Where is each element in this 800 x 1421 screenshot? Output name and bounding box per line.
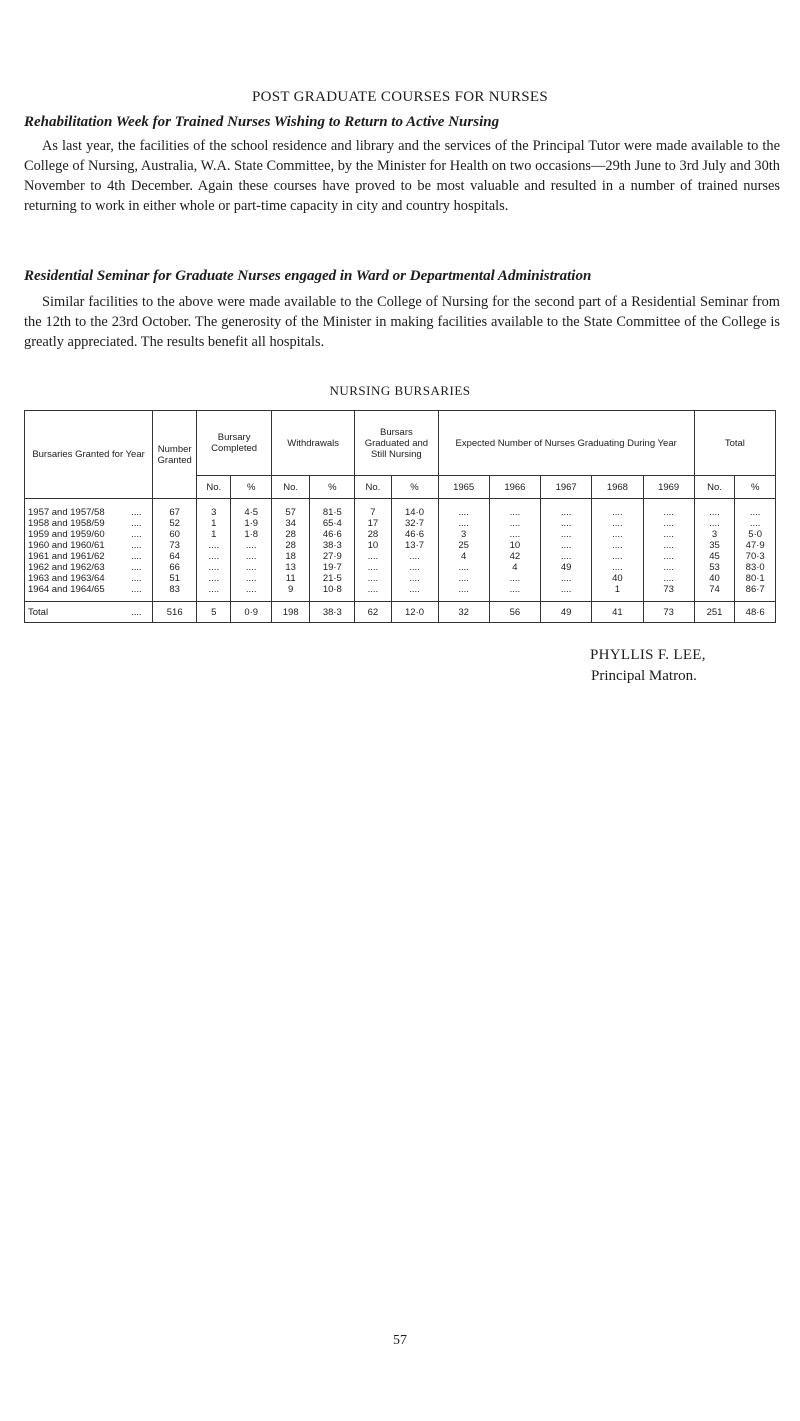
subheader-cell: % [391, 476, 438, 499]
table-cell: .... [197, 562, 231, 573]
table-cell: .... [643, 529, 694, 540]
table-cell: .... [694, 518, 735, 529]
table-cell: 1·8 [231, 529, 272, 540]
table-cell: 53 [694, 562, 735, 573]
row-label: 1964 and 1964/65 [25, 584, 121, 602]
table-cell: 18 [271, 551, 309, 562]
table-cell: .... [355, 551, 391, 562]
section-body-rehabilitation: As last year, the facilities of the school residence and library and the services of the Principal Tutor were made available to the College of Nursing, Australia, W.A. State Committee, by the Minister for Health on two occasions—29th June to 3rd July and 30th November to 4th December. Again these courses have proved to be most valuable and resulted in a number of trained nurses returning to work in either whole or part-time capacity in city and country hospitals. [24, 138, 780, 214]
bursaries-table [24, 410, 776, 623]
table-cell: 19·7 [310, 562, 355, 573]
subheader-cell: No. [271, 476, 309, 499]
table-cell: 56 [489, 602, 540, 623]
table-cell: .... [592, 518, 643, 529]
table-cell: .... [231, 540, 272, 551]
section-heading-residential-seminar: Residential Seminar for Graduate Nurses engaged in Ward or Departmental Administration [24, 268, 592, 284]
table-cell: 67 [153, 499, 197, 519]
table-cell: .... [197, 584, 231, 602]
table-cell: 74 [694, 584, 735, 602]
table-cell: 251 [694, 602, 735, 623]
table-row [25, 529, 776, 540]
table-cell: 32 [438, 602, 489, 623]
table-cell: .... [121, 584, 153, 602]
header-bursary-completed: Bursary Completed [197, 411, 272, 476]
table-cell: 17 [355, 518, 391, 529]
table-cell: 3 [438, 529, 489, 540]
signatory-name: PHYLLIS F. LEE, [590, 647, 706, 663]
table-cell: 45 [694, 551, 735, 562]
table-cell: 21·5 [310, 573, 355, 584]
table-row [25, 499, 776, 519]
table-cell: .... [355, 584, 391, 602]
subheader-cell: 1969 [643, 476, 694, 499]
table-cell: 25 [438, 540, 489, 551]
table-cell: .... [231, 573, 272, 584]
table-cell: .... [231, 551, 272, 562]
table-cell: 28 [271, 540, 309, 551]
table-cell: 73 [643, 584, 694, 602]
row-label: 1961 and 1961/62 [25, 551, 121, 562]
header-expected-graduating: Expected Number of Nurses Graduating During Year [438, 411, 694, 476]
table-cell: .... [438, 499, 489, 519]
table-cell: .... [121, 518, 153, 529]
table-cell: 1 [592, 584, 643, 602]
header-withdrawals: Withdrawals [271, 411, 354, 476]
table-cell: 73 [153, 540, 197, 551]
table-cell: .... [121, 573, 153, 584]
table-cell: 64 [153, 551, 197, 562]
table-cell: .... [489, 573, 540, 584]
table-cell: 83 [153, 584, 197, 602]
table-cell: .... [643, 562, 694, 573]
table-cell: .... [489, 518, 540, 529]
table-cell: 516 [153, 602, 197, 623]
table-cell: .... [541, 584, 592, 602]
page-number: 57 [393, 1333, 407, 1348]
table-cell: 35 [694, 540, 735, 551]
subheader-cell: 1965 [438, 476, 489, 499]
table-cell: 46·6 [310, 529, 355, 540]
row-label: 1963 and 1963/64 [25, 573, 121, 584]
table-cell: .... [694, 499, 735, 519]
table-title: NURSING BURSARIES [329, 383, 471, 398]
table-row [25, 584, 776, 602]
table-cell: .... [121, 529, 153, 540]
table-cell: 86·7 [735, 584, 776, 602]
subheader-cell: No. [355, 476, 391, 499]
table-row [25, 562, 776, 573]
table-cell: 34 [271, 518, 309, 529]
table-row [25, 518, 776, 529]
table-cell: 10·8 [310, 584, 355, 602]
table-cell: .... [592, 499, 643, 519]
table-cell: 9 [271, 584, 309, 602]
table-cell: .... [231, 562, 272, 573]
table-cell: .... [391, 584, 438, 602]
table-cell: .... [197, 540, 231, 551]
table-cell: 28 [355, 529, 391, 540]
table-cell: 42 [489, 551, 540, 562]
table-cell: .... [643, 573, 694, 584]
table-cell: .... [231, 584, 272, 602]
table-cell: .... [391, 562, 438, 573]
table-cell: 48·6 [735, 602, 776, 623]
table-cell: 13 [271, 562, 309, 573]
table-body [25, 499, 776, 623]
table-cell: 4·5 [231, 499, 272, 519]
table-cell: .... [121, 602, 153, 623]
table-cell: 66 [153, 562, 197, 573]
table-cell: 52 [153, 518, 197, 529]
table-cell: .... [489, 584, 540, 602]
table-cell: 49 [541, 562, 592, 573]
table-cell: 3 [197, 499, 231, 519]
subheader-cell: % [310, 476, 355, 499]
table-cell: 40 [592, 573, 643, 584]
table-cell: 40 [694, 573, 735, 584]
header-graduated-still-nursing: Bursars Graduated and Still Nursing [355, 411, 438, 476]
table-cell: 62 [355, 602, 391, 623]
table-cell: 49 [541, 602, 592, 623]
table-cell: 5 [197, 602, 231, 623]
table-cell: 73 [643, 602, 694, 623]
table-cell: .... [592, 540, 643, 551]
page-title: POST GRADUATE COURSES FOR NURSES [251, 89, 549, 105]
table-cell: .... [121, 551, 153, 562]
table-cell: .... [541, 499, 592, 519]
section-heading-rehabilitation: Rehabilitation Week for Trained Nurses Wishing to Return to Active Nursing [24, 114, 500, 130]
subheader-cell: 1968 [592, 476, 643, 499]
table-cell: .... [643, 551, 694, 562]
row-label: Total [25, 602, 121, 623]
table-cell: .... [121, 540, 153, 551]
row-label: 1959 and 1959/60 [25, 529, 121, 540]
table-cell: 47·9 [735, 540, 776, 551]
row-label: 1957 and 1957/58 [25, 499, 121, 519]
subheader-cell: % [231, 476, 272, 499]
table-cell: .... [121, 499, 153, 519]
table-cell: 12·0 [391, 602, 438, 623]
table-cell: .... [489, 499, 540, 519]
table-cell: 0·9 [231, 602, 272, 623]
subheader-cell: % [735, 476, 776, 499]
table-cell: .... [438, 562, 489, 573]
table-cell: .... [735, 518, 776, 529]
table-cell: 60 [153, 529, 197, 540]
table-cell: .... [438, 573, 489, 584]
table-cell: .... [592, 562, 643, 573]
table-cell: .... [355, 573, 391, 584]
row-label: 1962 and 1962/63 [25, 562, 121, 573]
table-cell: 4 [438, 551, 489, 562]
table-cell: .... [355, 562, 391, 573]
table-cell: .... [391, 573, 438, 584]
table-cell: 1 [197, 529, 231, 540]
table-cell: 5·0 [735, 529, 776, 540]
table-cell: 65·4 [310, 518, 355, 529]
table-cell: .... [438, 518, 489, 529]
table-cell: .... [438, 584, 489, 602]
table-cell: 13·7 [391, 540, 438, 551]
subheader-cell: No. [694, 476, 735, 499]
table-cell: .... [643, 499, 694, 519]
table-cell: .... [592, 529, 643, 540]
row-label: 1960 and 1960/61 [25, 540, 121, 551]
header-number-granted: Number Granted [153, 411, 197, 499]
signature-block [590, 645, 706, 687]
table-cell: .... [643, 518, 694, 529]
table-cell: .... [541, 529, 592, 540]
table-row [25, 573, 776, 584]
table-cell: 4 [489, 562, 540, 573]
signatory-role: Principal Matron. [591, 668, 697, 684]
table-cell: .... [121, 562, 153, 573]
header-bursaries-granted-for-year: Bursaries Granted for Year [25, 411, 153, 499]
table-cell: 32·7 [391, 518, 438, 529]
table-row [25, 540, 776, 551]
table-cell: 1 [197, 518, 231, 529]
table-cell: 10 [489, 540, 540, 551]
table-cell: 80·1 [735, 573, 776, 584]
table-cell: 46·6 [391, 529, 438, 540]
table-cell: 83·0 [735, 562, 776, 573]
table-cell: .... [735, 499, 776, 519]
table-cell: 28 [271, 529, 309, 540]
row-label: 1958 and 1958/59 [25, 518, 121, 529]
table-cell: 11 [271, 573, 309, 584]
table-total-row [25, 602, 776, 623]
table-cell: 57 [271, 499, 309, 519]
table-cell: .... [541, 551, 592, 562]
table-cell: 51 [153, 573, 197, 584]
table-cell: 10 [355, 540, 391, 551]
table-header-row [25, 411, 776, 476]
table-cell: 38·3 [310, 602, 355, 623]
table-cell: .... [489, 529, 540, 540]
table-cell: .... [197, 551, 231, 562]
table-cell: 41 [592, 602, 643, 623]
subheader-cell: 1967 [541, 476, 592, 499]
table-cell: 81·5 [310, 499, 355, 519]
table-cell: .... [541, 540, 592, 551]
table-cell: .... [197, 573, 231, 584]
table-cell: .... [541, 573, 592, 584]
table-cell: 14·0 [391, 499, 438, 519]
subheader-cell: 1966 [489, 476, 540, 499]
table-cell: 3 [694, 529, 735, 540]
table-cell: 38·3 [310, 540, 355, 551]
section-body-residential-seminar: Similar facilities to the above were made available to the College of Nursing for the second part of a Residential Seminar from the 12th to the 23rd October. The generosity of the Minister in making facilities available to the State Committee of the College is greatly appreciated. The results benefit all hospitals. [24, 294, 780, 350]
table-cell: 70·3 [735, 551, 776, 562]
table-cell: 7 [355, 499, 391, 519]
table-cell: 1·9 [231, 518, 272, 529]
table-cell: .... [592, 551, 643, 562]
table-cell: .... [643, 540, 694, 551]
table-cell: 27·9 [310, 551, 355, 562]
table-row [25, 551, 776, 562]
header-total: Total [694, 411, 775, 476]
subheader-cell: No. [197, 476, 231, 499]
table-cell: 198 [271, 602, 309, 623]
table-cell: .... [541, 518, 592, 529]
table-cell: .... [391, 551, 438, 562]
